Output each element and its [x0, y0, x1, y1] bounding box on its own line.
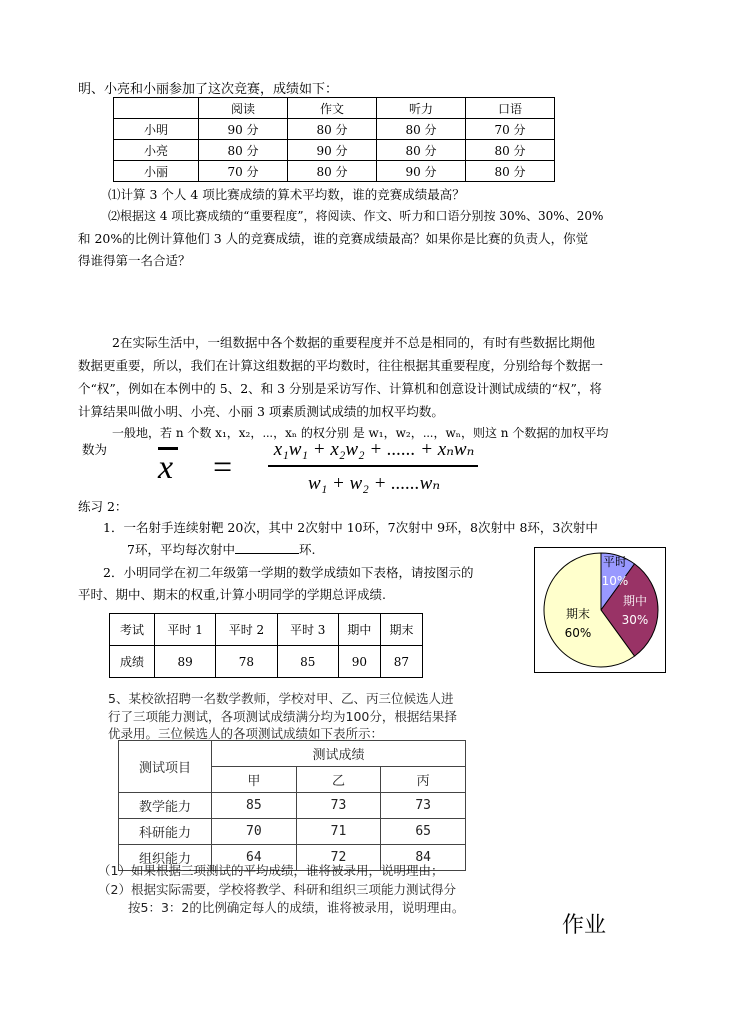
practice-1-unit: 环. — [298, 542, 316, 557]
pie-label-期中-pct: 30% — [621, 613, 649, 627]
table-cell: 丙 — [381, 767, 466, 793]
practice-2-line1: 2．小明同学在初二年级第一学期的数学成绩如下表格，请按图示的 — [103, 565, 474, 580]
table-cell: 89 — [155, 646, 216, 678]
table-cell: 90 — [338, 646, 380, 678]
table-cell: 科研能力 — [119, 819, 212, 845]
table-cell: 65 — [381, 819, 466, 845]
table-cell: 90 分 — [199, 119, 288, 140]
table-header-row — [119, 741, 466, 767]
table-row — [114, 140, 555, 161]
para2-line1: 2在实际生活中，一组数据中各个数据的重要程度并不总是相同的，有时有些数据比期他 — [112, 335, 595, 350]
table-cell: 甲 — [212, 767, 297, 793]
para2-line4: 计算结果叫做小明、小亮、小丽 3 项素质测试成绩的加权平均数。 — [78, 404, 444, 419]
table-cell: 平时 3 — [277, 614, 338, 646]
pie-label-期末-name: 期末 — [565, 607, 591, 621]
table-cell: 73 — [296, 793, 381, 819]
table-cell: 测试项目 — [119, 741, 212, 793]
practice-title: 练习 2： — [78, 499, 128, 514]
table-cell: 教学能力 — [119, 793, 212, 819]
pie-chart-frame — [534, 547, 666, 673]
table-cell: 乙 — [296, 767, 381, 793]
score-table-1 — [113, 97, 555, 182]
table-cell: 72 — [296, 845, 381, 871]
intro-text: 明、小亮和小丽参加了这次竞赛，成绩如下： — [78, 82, 339, 97]
table-cell: 70 分 — [466, 119, 555, 140]
para2-line3: 个“权”，例如在本例中的 5、2、和 3 分别是采访写作、计算机和创意设计测试成绩的“权”，将 — [78, 381, 602, 396]
formula-equals: = — [213, 449, 233, 486]
practice-1-line1: 1．一名射手连续射靶 20次，其中 2次射中 10环，7次射中 9环，8次射中 8环，3次射中 — [103, 520, 598, 535]
table-cell: 组织能力 — [119, 845, 212, 871]
practice-2-line2: 平时、期中、期末的权重,计算小明同学的学期总评成绩. — [78, 587, 386, 602]
formula-numerator: x₁w₁ + x₂w₂ + ...... + xₙwₙ — [273, 439, 475, 460]
question-1: ⑴计算 3 个人 4 项比赛成绩的算术平均数，谁的竞赛成绩最高？ — [108, 187, 465, 202]
table-cell: 90 分 — [288, 140, 377, 161]
practice-1-text: 7环，平均每次射中 — [127, 542, 235, 557]
question-2-line1: ⑵根据这 4 项比赛成绩的“重要程度”，将阅读、作文、听力和口语分别按 30%、30%、20% — [108, 209, 604, 223]
general-line2: 数为 — [82, 442, 108, 457]
table-cell: 71 — [296, 819, 381, 845]
table-cell — [114, 98, 199, 119]
practice-1-line2 — [127, 540, 315, 558]
q5-b1: （2）根据实际需要，学校将教学、科研和组织三项能力测试得分 — [98, 882, 456, 897]
question-2-line2: 和 20%的比例计算他们 3 人的竞赛成绩，谁的竞赛成绩最高？如果你是比赛的负责人，你觉 — [78, 231, 589, 246]
score-table-3 — [118, 740, 466, 871]
table-cell: 80 分 — [288, 119, 377, 140]
table-row — [119, 819, 466, 845]
table-cell: 成绩 — [110, 646, 155, 678]
table-row — [114, 119, 555, 140]
table-cell: 期中 — [338, 614, 380, 646]
table-cell: 70 — [212, 819, 297, 845]
pie-label-平时-name: 平时 — [602, 555, 628, 569]
question-2-line3: 得谁得第一名合适？ — [78, 253, 191, 268]
table-cell: 80 分 — [199, 140, 288, 161]
pie-label-期中-name: 期中 — [622, 594, 648, 608]
table-cell: 考试 — [110, 614, 155, 646]
table-cell: 64 — [212, 845, 297, 871]
pie-label-期末-pct: 60% — [564, 626, 592, 640]
homework-heading: 作业 — [562, 913, 607, 938]
table-cell: 80 分 — [466, 161, 555, 182]
general-line1: 一般地，若 n 个数 x₁，x₂，⋯，xₙ 的权分别 是 w₁，w₂，⋯，wₙ，则这 n 个数据的加权平均 — [112, 426, 609, 440]
table-header-row — [110, 614, 423, 646]
para2-line2: 数据更重要，所以，我们在计算这组数据的平均数时，往往根据其重要程度，分别给每个数据一 — [78, 358, 604, 373]
table-cell: 70 分 — [199, 161, 288, 182]
table-header-row — [114, 98, 555, 119]
table-row — [114, 161, 555, 182]
table-cell: 78 — [216, 646, 277, 678]
q5-line3: 优录用。三位候选人的各项测试成绩如下表所示： — [108, 726, 384, 741]
pie-chart — [535, 548, 665, 672]
table-cell: 80 分 — [466, 140, 555, 161]
table-cell: 87 — [380, 646, 422, 678]
score-table-2 — [109, 613, 423, 678]
table-cell: 85 — [277, 646, 338, 678]
q5-a: （1）如果根据三项测试的平均成绩，谁将被录用，说明理由； — [98, 863, 444, 878]
table-cell: 小明 — [114, 119, 199, 140]
table-cell: 80 分 — [377, 119, 466, 140]
table-cell: 作文 — [288, 98, 377, 119]
table-row — [119, 793, 466, 819]
q5-line1: 5、某校欲招聘一名数学教师，学校对甲、乙、丙三位候选人进 — [108, 691, 454, 706]
answer-blank[interactable] — [235, 541, 299, 554]
table-cell: 口语 — [466, 98, 555, 119]
q5-b2: 按5：3：2的比例确定每人的成绩，谁将被录用，说明理由。 — [128, 900, 465, 915]
table-cell: 阅读 — [199, 98, 288, 119]
table-cell: 期末 — [380, 614, 422, 646]
table-row — [110, 646, 423, 678]
q5-line2: 行了三项能力测试，各项测试成绩满分均为100分，根据结果择 — [108, 709, 457, 724]
table-cell: 听力 — [377, 98, 466, 119]
formula-denominator: w₁ + w₂ + ......wₙ — [307, 473, 441, 494]
formula-lhs: x — [158, 449, 174, 486]
table-cell: 84 — [381, 845, 466, 871]
table-cell: 80 分 — [377, 140, 466, 161]
fraction-bar — [268, 465, 478, 467]
table-cell: 小丽 — [114, 161, 199, 182]
table-cell: 80 分 — [288, 161, 377, 182]
table-cell: 90 分 — [377, 161, 466, 182]
pie-label-平时-pct: 10% — [601, 574, 629, 588]
table-cell: 测试成绩 — [212, 741, 466, 767]
table-cell: 73 — [381, 793, 466, 819]
table-cell: 85 — [212, 793, 297, 819]
table-cell: 小亮 — [114, 140, 199, 161]
table-cell: 平时 1 — [155, 614, 216, 646]
table-cell: 平时 2 — [216, 614, 277, 646]
